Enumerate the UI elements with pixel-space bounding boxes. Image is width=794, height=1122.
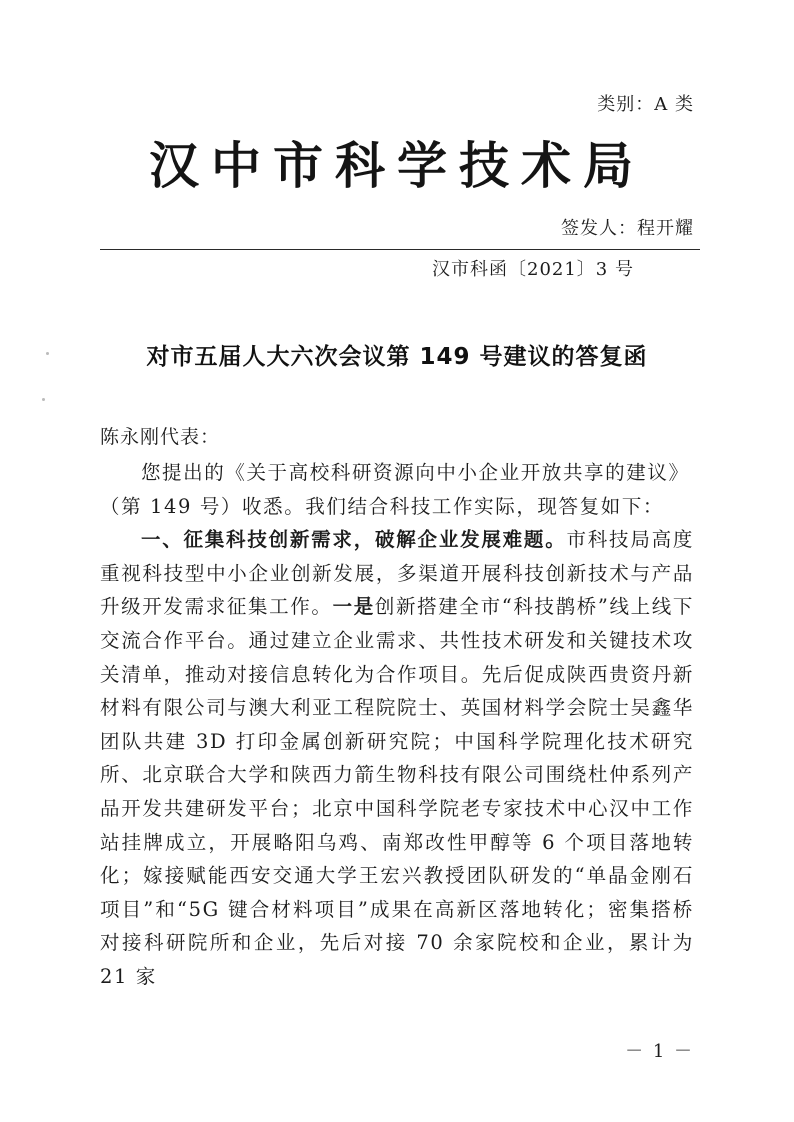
scan-speck xyxy=(46,352,49,355)
page-number: － 1 － xyxy=(625,1041,694,1062)
scan-speck xyxy=(42,398,45,401)
paragraph-1-line-1: 您提出的《关于高校科研资源向中小企业开放共享的建议》 xyxy=(140,461,690,484)
paragraph-2-heading-2: 一是 xyxy=(332,595,375,619)
document-category: 类别：A 类 xyxy=(597,94,694,115)
document-body xyxy=(100,456,694,994)
paragraph-2-text-2: 创新搭建全市“科技鹊桥”线上线下交流合作平台。通过建立企业需求、共性技术研发和关键技术攻关清单，推动对接信息转化为合作项目。先后促成陕西贵资丹新材料有限公司与澳大利亚工程院院士、英国材料学会院士吴鑫华团队共建 3D 打印金属创新研究院；中国科学院理化技术研究所、北京联合大学和陕西力箭生物科技有限公司围绕杜仲系列产品开发共建研发平台；北京中国科学院老专家技术中心汉中工作站挂牌成立，开展略阳乌鸡、南郑改性甲醇等 6 个项目落地转化；嫁接赋能西安交通大学王宏兴教授团队研发的“单晶金刚石项目”和“5G 键合材料项目”成果在高新区落地转化；密集搭桥对接科研院所和企业，先后对接 70 余家院校和企业，累计为 21 家 xyxy=(100,595,695,988)
paragraph-2 xyxy=(100,523,694,993)
salutation: 陈永刚代表： xyxy=(100,426,221,448)
paragraph-2-heading: 一、征集科技创新需求，破解企业发展难题。 xyxy=(140,528,567,552)
document-number: 汉市科函〔2021〕3 号 xyxy=(432,259,634,280)
signer: 签发人：程开耀 xyxy=(561,218,694,239)
document-title: 对市五届人大六次会议第 149 号建议的答复函 xyxy=(146,344,648,370)
paragraph-2-text-1: 市科技局高度重视科技型中小企业创新发展，多渠道开展科技创新技术与产品升级开发需求征集工作。 xyxy=(100,528,694,619)
paragraph-1-line-2: （第 149 号）收悉。我们结合科技工作实际，现答复如下： xyxy=(100,494,665,518)
header-divider xyxy=(100,249,700,250)
organization-title: 汉中市科学技术局 xyxy=(149,136,645,195)
